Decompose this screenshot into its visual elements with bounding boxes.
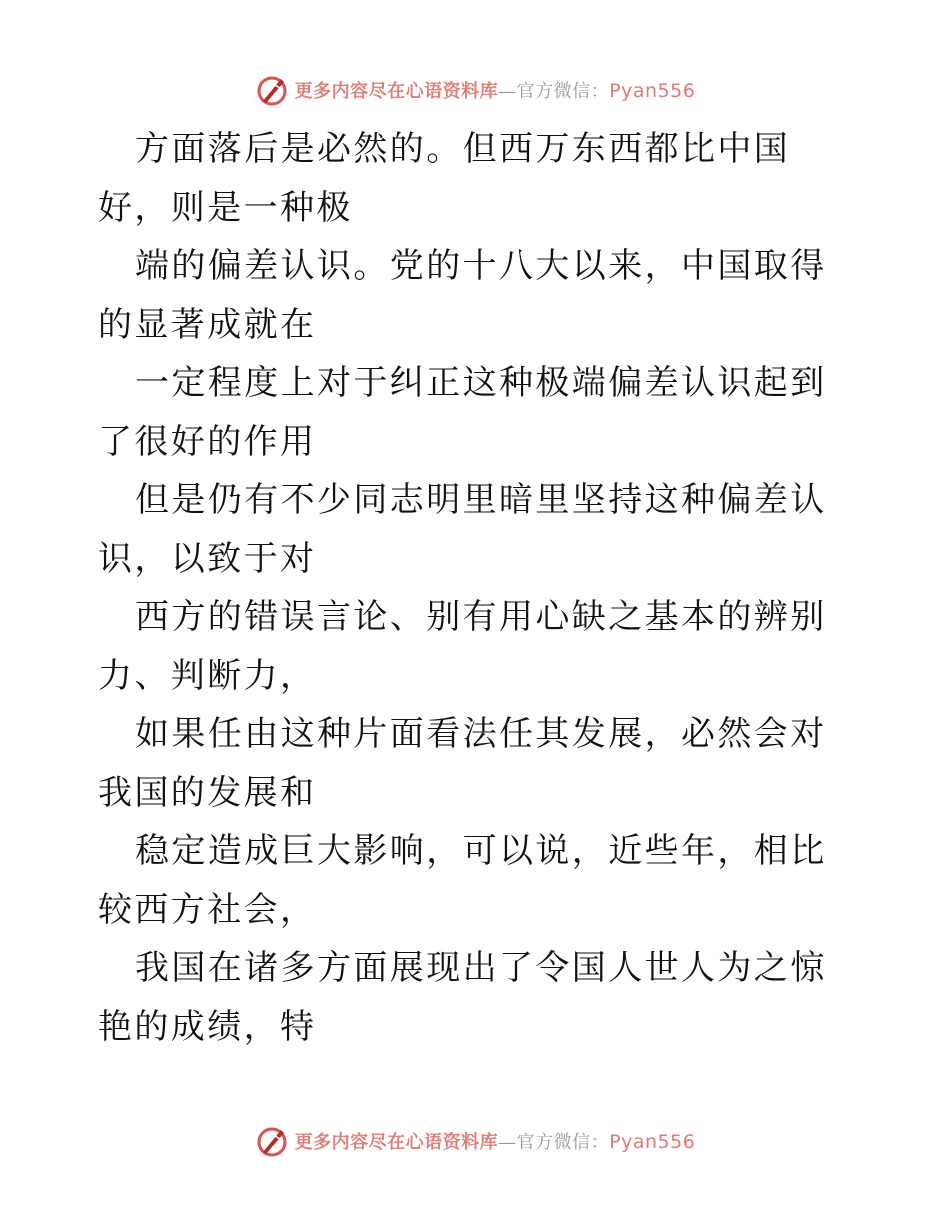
paragraph: 稳定造成巨大影响，可以说，近些年，相比较西方社会， [98, 831, 827, 930]
document-body [98, 120, 858, 1056]
watermark-brand: 更多内容尽在心语资料库 [294, 1132, 499, 1153]
watermark-dash: — [498, 81, 517, 102]
watermark-official-label: 官方微信： [516, 1132, 610, 1153]
watermark-text [295, 77, 696, 103]
watermark-text [295, 1128, 696, 1154]
header-watermark [0, 70, 950, 110]
paragraph: 如果任由这种片面看法任其发展，必然会对我国的发展和 [98, 714, 827, 813]
footer-watermark [0, 1121, 950, 1161]
paragraph: 西方的错误言论、别有用心缺之基本的辨别力、判断力， [98, 597, 827, 696]
paragraph: 端的偏差认识。党的十八大以来，中国取得的显著成就在 [98, 246, 827, 345]
paragraph: 我国在诸多方面展现出了令国人世人为之惊艳的成绩，特 [98, 948, 827, 1047]
paragraph: 一定程度上对于纠正这种极端偏差认识起到了很好的作用 [98, 363, 827, 462]
watermark-account: Pyan556 [609, 1131, 696, 1153]
watermark-account: Pyan556 [609, 80, 696, 102]
watermark-brand: 更多内容尽在心语资料库 [294, 81, 499, 102]
feather-pen-logo-icon [255, 73, 289, 107]
feather-pen-logo-icon [255, 1124, 289, 1158]
paragraph: 方面落后是必然的。但西万东西都比中国好，则是一种极 [98, 129, 791, 228]
watermark-official-label: 官方微信： [516, 81, 610, 102]
watermark-dash: — [498, 1132, 517, 1153]
paragraph: 但是仍有不少同志明里暗里坚持这种偏差认识，以致于对 [98, 480, 827, 579]
